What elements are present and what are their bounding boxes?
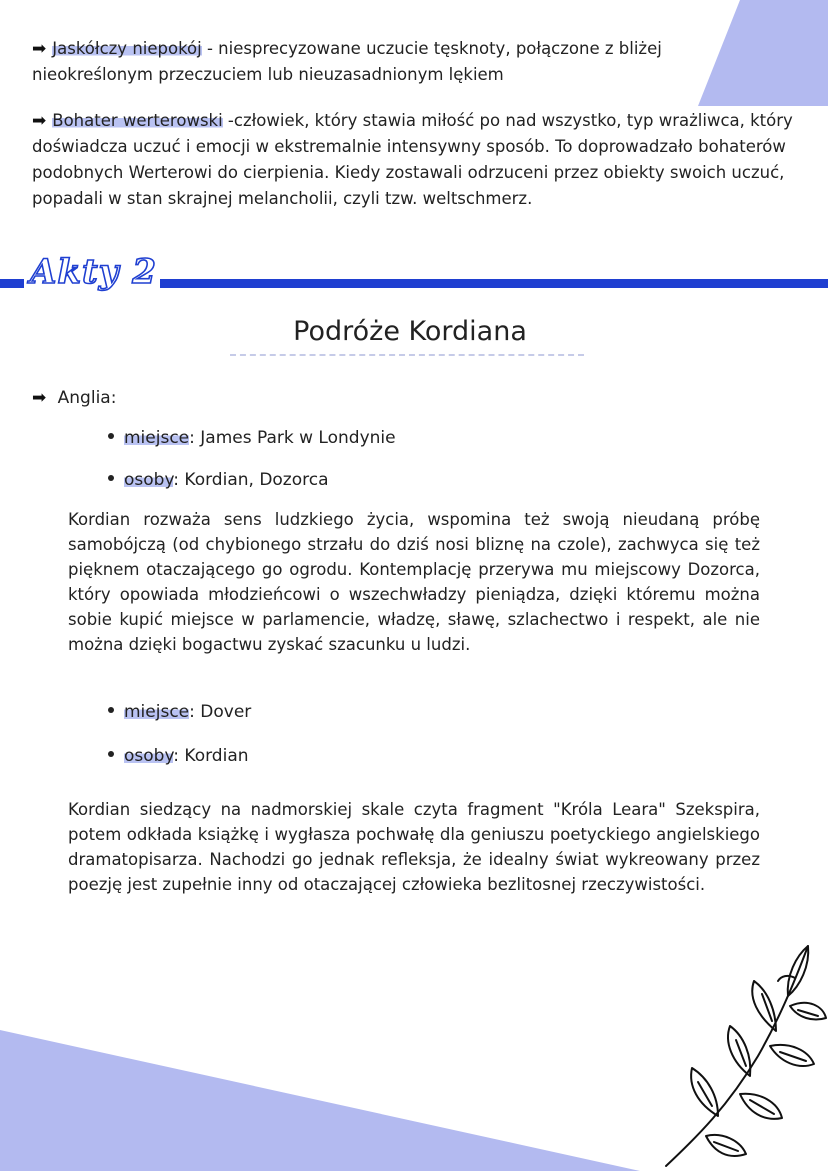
place-label: miejsce (124, 702, 190, 722)
definition-text: -człowiek, który stawia miłość po nad wszystko, typ wrażliwca, który doświadcza uczuć i emocji w ekstremalnie intensywny sposób. To doprowadzało bohaterów podobnych Werterowi do cierpienia. Kiedy zostawali odrzuceni przez obiekty swoich uczuć, popadali w stan skrajnej melancholii, czyli tzw. weltschmerz. (32, 111, 793, 208)
country-heading (32, 388, 116, 408)
country-label: Anglia: (57, 388, 117, 408)
persons-label: osoby (124, 746, 174, 766)
definition-term: Bohater werterowski (52, 111, 223, 130)
list-item (108, 428, 396, 448)
persons-value: : Kordian, Dozorca (173, 470, 329, 490)
place-label: miejsce (124, 428, 190, 448)
bullet-icon (108, 707, 114, 713)
section-label: Akty 2 (30, 252, 157, 292)
persons-label: osoby (124, 470, 174, 490)
definition-term: Jaskółczy niepokój (52, 39, 202, 58)
arrow-right-icon: ➡ (32, 388, 47, 408)
persons-value: : Kordian (173, 746, 249, 766)
section-divider-right (160, 279, 828, 288)
scene-description: Kordian siedzący na nadmorskiej skale czyta fragment "Króla Leara" Szekspira, potem odkłada książkę i wygłasza pochwałę dla geniuszu poetyckiego angielskiego dramatopisarza. Nachodzi go jednak refleksja, że idealny świat wykreowany przez poezję jest zupełnie inny od otaczającej człowieka bezlitosnej rzeczywistości. (68, 800, 760, 894)
definition-jaskolczy-niepokoj (32, 36, 732, 88)
definition-bohater-werterowski (32, 108, 822, 212)
list-item (108, 470, 329, 490)
arrow-right-icon: ➡ (32, 111, 47, 131)
bullet-icon (108, 475, 114, 481)
place-value: : James Park w Londynie (189, 428, 396, 448)
section-divider-left (0, 279, 24, 288)
definition-text: - niesprecyzowane uczucie tęsknoty, połączone z bliżej nieokreślonym przeczuciem lub nieuzasadnionym lękiem (32, 39, 662, 84)
scene-description: Kordian rozważa sens ludzkiego życia, wspomina też swoją nieudaną próbę samobójczą (od chybionego strzału do dziś nosi bliznę na czole), zachwyca się też pięknem otaczającego go ogrodu. Kontemplację przerywa mu miejscowy Dozorca, który opowiada młodzieńcowi o wszechwładzy pieniądza, dzięki któremu można sobie kupić miejsce w parlamencie, władzę, sławę, szlachectwo i respekt, ale nie można dzięki bogactwu zyskać szacunku u ludzi. (68, 510, 760, 654)
leaf-branch-icon (658, 936, 828, 1171)
bullet-icon (108, 751, 114, 757)
bullet-icon (108, 433, 114, 439)
bottom-left-triangle (0, 1030, 640, 1171)
page-title: Podróże Kordiana (293, 316, 527, 347)
list-item (108, 702, 251, 722)
list-item (108, 746, 249, 766)
title-underline (230, 354, 584, 356)
arrow-right-icon: ➡ (32, 39, 47, 59)
place-value: : Dover (189, 702, 252, 722)
